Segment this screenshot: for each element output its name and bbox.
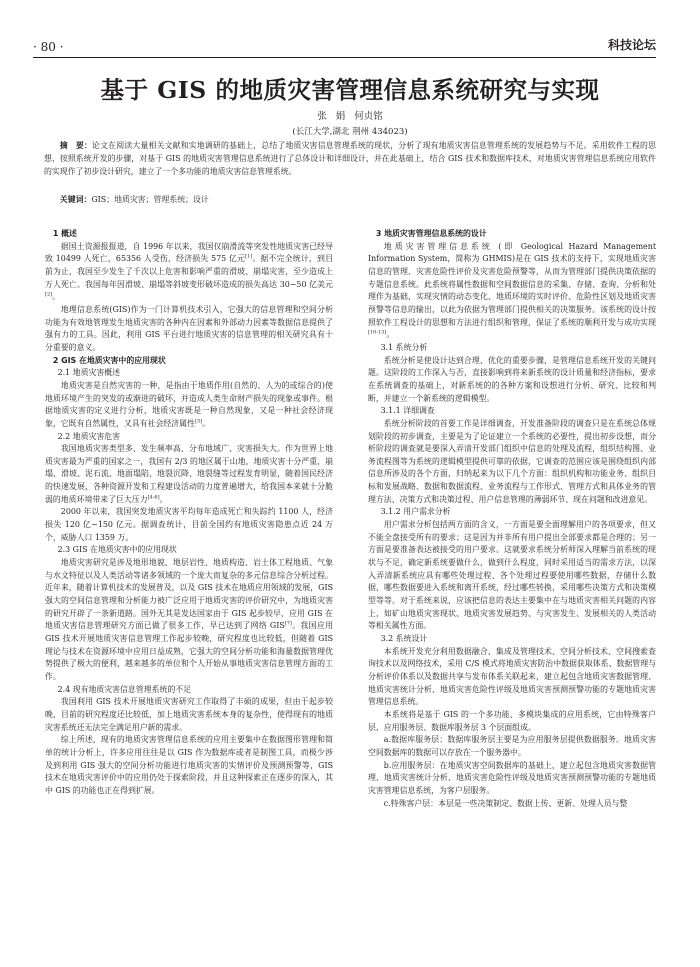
paragraph bbox=[368, 760, 656, 798]
paragraph bbox=[45, 557, 333, 684]
paragraph-text: 地质灾害是自然灾害的一种，是指由于地质作用(自然的、人为的或综合的)使地质环境产生的突发的或渐进的破坏，并造成人类生命财产损失的现象或事件。根据地质灾害的定义进行分析，地质灾害既是一种自然现象，又是一种社会经济现象，它既有自然属性，又具有社会经济属性 bbox=[45, 380, 333, 428]
paragraph bbox=[368, 646, 656, 709]
paragraph-text: b.应用服务层：在地质灾害空间数据库的基础上，建立起包含地质灾害数据管理、地质灾害统计分析、地质灾害危险性评级及地质灾害预测预警功能的专题地质灾害管理信息系统，为客户层服务。 bbox=[368, 760, 656, 795]
paragraph bbox=[368, 798, 656, 811]
paragraph-text: 本系统将是基于 GIS 的一个多功能、多模块集成的应用系统，它由特殊客户层、应用服务层、数据库服务层 3 个层面组成。 bbox=[368, 709, 656, 732]
abstract bbox=[44, 139, 656, 178]
paper-affiliation: (长江大学,湖北 荆州 434023) bbox=[292, 127, 408, 137]
paragraph bbox=[368, 418, 656, 507]
paragraph-text: 地理信息系统(GIS)作为一门计算机技术引入，它强大的信息管理和空间分析功能为有效地管理发生地质灾害的各种内在因素和外部动力因素等数据信息提供了强有力的工具。因此，利用 GIS 平台进行地质灾害的信息管理的相关研究具有十分重要的意义。 bbox=[45, 304, 333, 352]
paper-title: 基于 GIS 的地质灾害管理信息系统研究与实现 bbox=[100, 76, 600, 104]
right-column bbox=[368, 228, 656, 810]
subsection-heading: 3.1.2 用户需求分析 bbox=[380, 507, 451, 517]
paragraph bbox=[45, 241, 333, 304]
paragraph-text: 据国土资源报报道，自 1996 年以来，我国仅崩滑流等突发性地质灾害已经导致 10499 人死亡，65356 人受伤，经济损失 575 亿元 bbox=[45, 241, 333, 264]
subsection-heading: 3.1 系统分析 bbox=[380, 342, 428, 352]
paragraph-text: 。据不完全统计，到目前为止，我国至少发生了千次以上危害和影响严重的滑坡、崩塌灾害，至少造成上万人死亡。我国每年因滑坡、崩塌等斜坡变形破坏造成的损失高达 30~50 亿美元 bbox=[45, 254, 333, 289]
paragraph-text: 我国利用 GIS 技术开展地质灾害研究工作取得了丰硕的成果，但由于起步较晚，目前的研究程度还比较低，加上地质灾害系统本身的复杂性，使得现有的地质灾害系统还无法完全满足用户新的需求。 bbox=[45, 697, 333, 732]
abstract-text: 论文在阅读大量相关文献和实地调研的基础上，总结了地质灾害信息管理系统的现状，分析了现有地质灾害信息管理系统的发展趋势与不足。采用软件工程的思想，按照系统开发的步骤，对基于 GIS 的地质灾害管理信息系统进行了总体设计和详细设计，并在此基础上，结合 GIS 技术和数据库技术，对地质灾害管理信息系统应用软件的实现作了初步设计研究，建立了一个多功能的地质灾害信息管理系统。 bbox=[44, 141, 656, 176]
keywords-text: GIS；地质灾害；管理系统；设计 bbox=[91, 195, 209, 204]
paragraph-text: 地质灾害研究是涉及地形地貌、地层岩性、地质构造、岩土体工程地质、气象与水文特征以及人类活动等诸多领域的一个庞大而复杂的多元信息综合分析过程。近年来，随着计算机技术的发展普及，以及 GIS 技术在地质应用领域的发展，GIS 强大的空间信息管理和分析能力被广泛应用于地质灾害的评价研究中，为地质灾害的研究开辟了一条新道路。国外无其是发达国家由于 GIS 起步较早，应用 GIS 在地质灾害信息管理研究方面已做了很多工作，早已达到了网络 GIS bbox=[45, 558, 333, 631]
section-heading: 3 地质灾害管理信息系统的设计 bbox=[375, 229, 487, 238]
subsection-heading: 2.4 现有地质灾害信息管理系统的不足 bbox=[57, 684, 192, 694]
paragraph-text: 用户需求分析包括两方面的含义，一方面是要全面理解用户的各项要求，但又不能全盘接受所有的要求；这是因为并非所有用户提出全部要求都是合理的；另一方面是要准备表达被接受的用户要求。这就要求系统分析师深入理解当前系统的现状与不足，确定新系统要做什么，做到什么程度，同时采用适当的需求方法，以深入弄清新系统应具有哪些处理过程、各个处理过程要使用哪些数据，存储什么数据，哪些数据要进入系统和离开系统，经过哪些转换，采用哪些决策方式和决策模型等等。对于系统来说，应该把信息的表达主要集中在与地质灾害相关问题的内容上，如矿山地质灾害现状、地质灾害发展趋势、与灾害发生、发展相关的人类活动等相关属性方面。 bbox=[368, 520, 656, 631]
paragraph-text: a.数据库服务层：数据库服务层主要是为应用服务层提供数据服务。地质灾害空间数据库的数据可以存放在一个服务器中。 bbox=[368, 735, 656, 757]
paragraph bbox=[368, 734, 656, 759]
subsection-heading: 2.1 地质灾害概述 bbox=[57, 368, 121, 378]
paragraph-text: 本系统开发充分利用数据融合、集成及管理技术、空间分析技术、空间搜索查询技术以及网络技术，采用 C/S 模式将地质灾害防治中数据获取体系、数据管理与分析评价体系以及数据共享与发布体系关联起来，建立起包含地质灾害数据管理、地质灾害统计分析、地质灾害危险性评级及地质灾害预测预警功能的专题地质灾害管理信息系统。 bbox=[368, 646, 656, 707]
paragraph-text: 。 bbox=[159, 494, 168, 504]
citation-ref: [4-6] bbox=[147, 494, 160, 501]
paragraph-text: 系统分析是使设计达到合理、优化的重要步骤，是管理信息系统开发的关键问题。这阶段的工作深入与否，直接影响到将来新系统的设计质量和经济指标，要求在系统调查的基础上，对新系统的的各种方案和设想进行分析、研究、比较和判断，并建立一个新系统的逻辑模型。 bbox=[368, 355, 656, 403]
subsection-heading: 2.2 地质灾害危害 bbox=[57, 431, 121, 441]
citation-ref: [3] bbox=[194, 418, 203, 425]
paragraph bbox=[45, 734, 333, 797]
subsection-heading: 2.3 GIS 在地质灾害中的应用现状 bbox=[57, 545, 177, 555]
section-heading: 1 概述 bbox=[52, 229, 77, 238]
paragraph bbox=[45, 380, 333, 431]
paragraph bbox=[368, 709, 656, 734]
paragraph bbox=[45, 696, 333, 734]
paragraph bbox=[45, 304, 333, 355]
section-title: 科技论坛 bbox=[607, 38, 656, 52]
keywords bbox=[44, 193, 656, 206]
paragraph-text: 地质灾害管理信息系统 (即 Geological Hazard Management Information System，简称为 GHMIS)是在 GIS 技术的支持下，实现地质灾害信息的管理、灾害危险性评价及灾害危险预警等，从而为管理部门提供决策依据的专题信息系统。此系统将属性数据和空间数据信息的采集、存储、查询、分析和处理作为基础，实现灾情的动态变化、地质环境的实时评价、危险性区划及地质灾害预警等信息的输出，以此为依据为管理部门提供相关的决策服务。该系统的设计按照软件工程设计的思想和方法进行组织和管理，保证了系统的顺利开发与成功实现 bbox=[368, 241, 656, 327]
citation-ref: [10-13] bbox=[368, 329, 387, 336]
paragraph-text: 。我国应用 GIS 技术开展地质灾害信息管理工作起步较晚，研究程度也比较低，但随着 GIS 理论与技术在资源环境中应用日益成熟，它强大的空间分析功能和海量数据管理优势提供了极大的便利，越来越多的单位和个人开始从事地质灾害信息管理方面的工作。 bbox=[45, 621, 333, 681]
paragraph-text: c.特殊客户层：本层是一些决策制定、数据上传、更新、处理人员与整 bbox=[383, 798, 628, 808]
paragraph-text: 。 bbox=[52, 292, 60, 302]
paragraph bbox=[368, 355, 656, 406]
citation-ref: [2] bbox=[45, 291, 53, 298]
paragraph-text: 系统分析阶段的首要工作是详细调查，开发准备阶段的调查只是在系统总体规划阶段的初步调查，主要是为了论证建立一个系统的必要性，提出初步设想，而分析阶段的调查就是要深入弄清开发部门组织中信息的处理及流程，组织结构图、业务流程图等为系统的逻辑模型提供可靠的依据，它调查的范围应该是围绕组织内部信息所涉及的各个方面，归纳起来为以下几个方面：组织机构和功能业务、组织目标和发展战略、数据和数据流程、业务流程与工作形式、管理方式和具体业务的管理方法、决策方式和决策过程、用户信息管理的薄弱环节、现在问题和改进意见。 bbox=[368, 418, 656, 504]
left-column bbox=[45, 228, 333, 798]
paragraph-text: 。 bbox=[386, 330, 395, 340]
paragraph-text: 我国地质灾害类型多、发生频率高、分布地域广、灾害损失大。作为世界上地质灾害最为严重的国家之一，我国有 2/3 的地区属于山地，地质灾害十分严重，崩塌、滑坡、泥石流、地面塌陷、地裂沉降、地裂缝等过程发育明显，随着国民经济的快速发展，各种资源开发和工程建设活动的力度普遍增大，给我国本来就十分脆弱的地质环境带来了巨大压力 bbox=[45, 444, 333, 504]
paragraph bbox=[368, 519, 656, 633]
paragraph-text: 综上所述，现有的地质灾害管理信息系统的应用主要集中在数据图形管理和简单的统计分析上，许多应用往往是以 GIS 作为数据库或者是制图工具，而极少涉及到利用 GIS 强大的空间分析功能进行地质灾害的实情评价及预测预警等，GIS 技术在地质灾害评价中的应用仍处于探索阶段，并且这种探索正在逐步的深入，其中 GIS 的功能也正在得到扩展。 bbox=[45, 735, 333, 795]
paper-authors: 张 娟 何贞铭 bbox=[317, 111, 383, 122]
paragraph-text: 。 bbox=[202, 418, 210, 428]
subsection-heading: 3.1.1 详细调查 bbox=[380, 406, 435, 416]
abstract-label: 摘 要： bbox=[59, 141, 93, 150]
paragraph bbox=[368, 241, 656, 342]
header-rule bbox=[33, 57, 656, 58]
keywords-label: 关键词： bbox=[59, 195, 92, 204]
paragraph-text: 2000 年以来，我国突发地质灾害平均每年造成死亡和失踪约 1100 人，经济损失 120 亿~150 亿元。据调查统计，目前全国约有地质灾害隐患点近 24 万个，威胁人口 1359 万。 bbox=[45, 507, 333, 542]
citation-ref: [1] bbox=[245, 253, 253, 260]
paragraph bbox=[45, 443, 333, 506]
section-heading: 2 GIS 在地质灾害中的应用现状 bbox=[52, 355, 166, 365]
paragraph bbox=[45, 506, 333, 544]
page-number: · 80 · bbox=[33, 40, 64, 54]
subsection-heading: 3.2 系统设计 bbox=[380, 634, 428, 643]
citation-ref: [7] bbox=[284, 620, 292, 627]
